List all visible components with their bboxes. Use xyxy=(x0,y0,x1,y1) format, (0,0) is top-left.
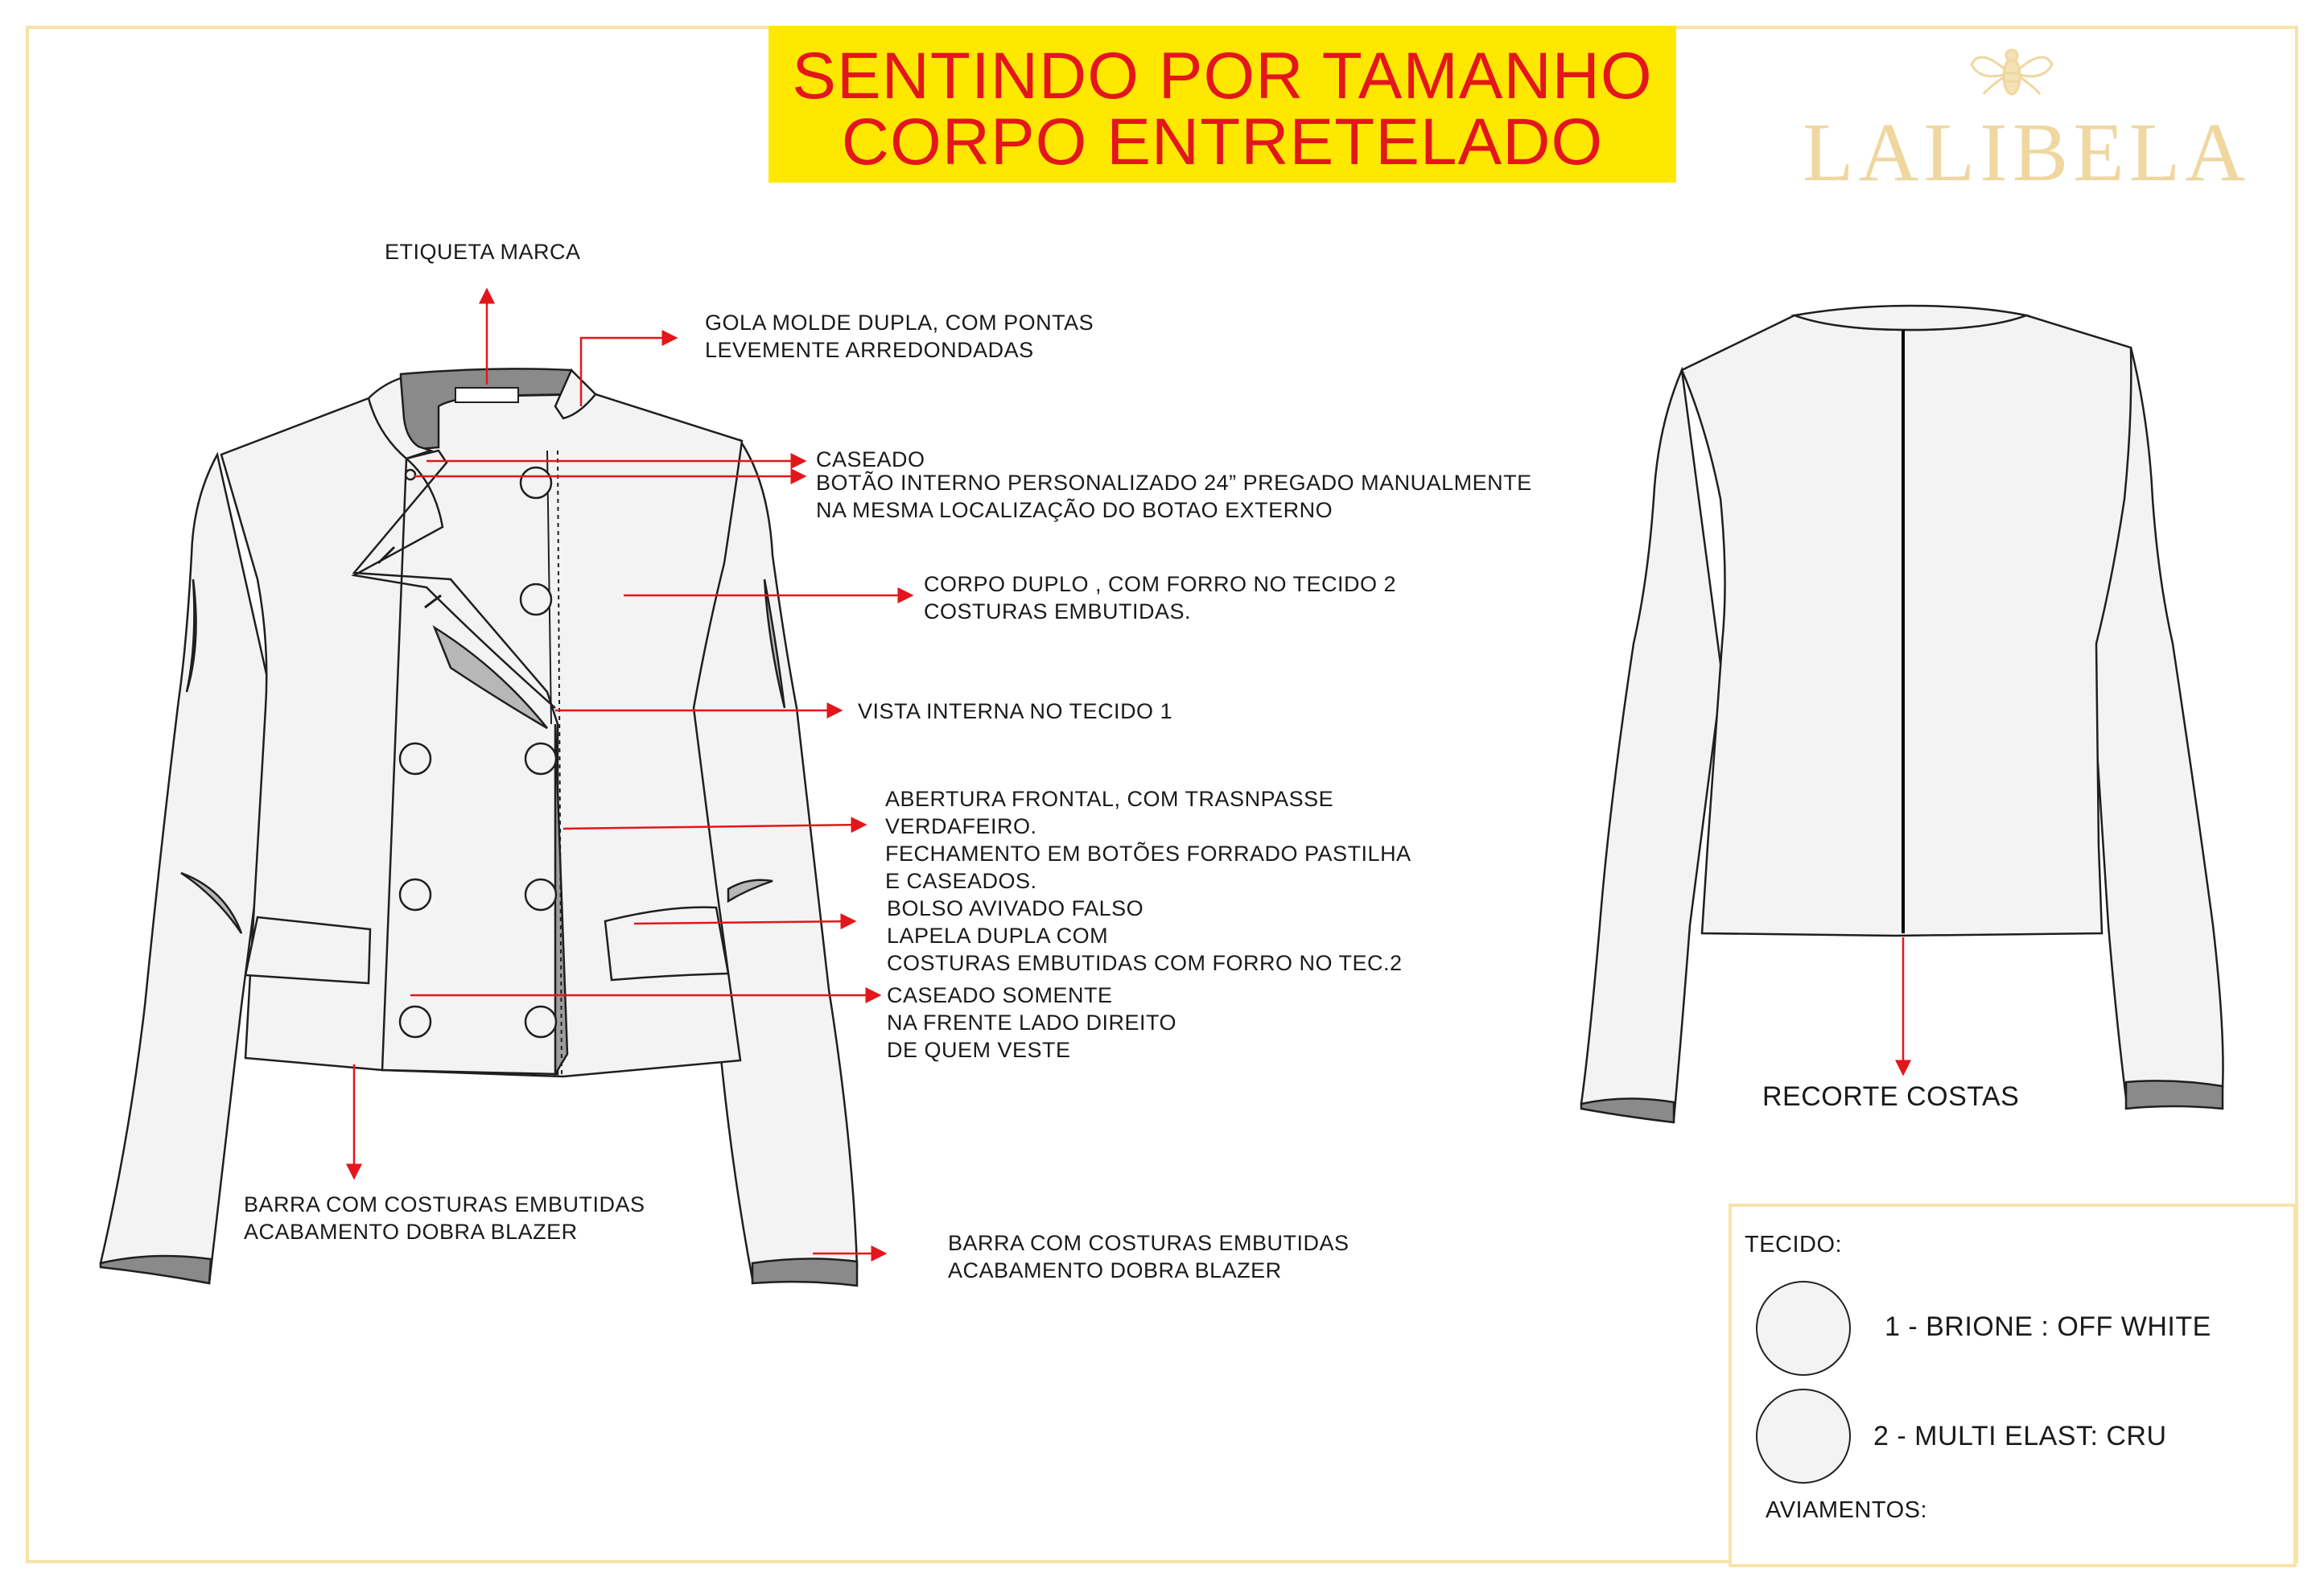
fabric-panel xyxy=(1729,1204,2297,1567)
label-caseado-somente-1: CASEADO SOMENTE xyxy=(887,983,1113,1007)
button xyxy=(521,584,551,615)
label-recorte-costas: RECORTE COSTAS xyxy=(1762,1081,2020,1112)
label-etiqueta: ETIQUETA MARCA xyxy=(385,240,581,264)
back-cuff-left xyxy=(1581,1098,1674,1122)
label-gola-1: GOLA MOLDE DUPLA, COM PONTAS xyxy=(705,311,1094,335)
button xyxy=(525,1007,556,1037)
label-barra-right-1: BARRA COM COSTURAS EMBUTIDAS xyxy=(948,1231,1349,1255)
tecido-label: TECIDO: xyxy=(1745,1232,1843,1258)
brand-logo: LALIBELA xyxy=(1803,106,2251,199)
label-corpo-2: COSTURAS EMBUTIDAS. xyxy=(924,599,1192,624)
label-vista: VISTA INTERNA NO TECIDO 1 xyxy=(858,699,1173,723)
label-abertura-1: ABERTURA FRONTAL, COM TRASNPASSE xyxy=(885,787,1334,811)
label-barra-left-1: BARRA COM COSTURAS EMBUTIDAS xyxy=(244,1192,645,1216)
fabric-swatch-2 xyxy=(1756,1389,1851,1484)
fabric-2-label: 2 - MULTI ELAST: CRU xyxy=(1873,1421,2167,1451)
label-caseado: CASEADO xyxy=(816,447,925,471)
label-barra-left-2: ACABAMENTO DOBRA BLAZER xyxy=(244,1220,578,1244)
interior-button xyxy=(406,470,415,480)
pocket-flap-left xyxy=(245,917,370,983)
fabric-1-label: 1 - BRIONE : OFF WHITE xyxy=(1885,1311,2211,1342)
label-gola-2: LEVEMENTE ARREDONDADAS xyxy=(705,338,1034,362)
label-barra-right-2: ACABAMENTO DOBRA BLAZER xyxy=(948,1258,1282,1282)
label-abertura-3: FECHAMENTO EM BOTÕES FORRADO PASTILHA xyxy=(885,842,1411,866)
label-botao-1: BOTÃO INTERNO PERSONALIZADO 24” PREGADO MANUALMENTE xyxy=(816,471,1532,495)
label-bolso-3: COSTURAS EMBUTIDAS COM FORRO NO TEC.2 xyxy=(887,951,1403,975)
front-left-sleeve xyxy=(101,455,278,1283)
button xyxy=(525,743,556,774)
cuff-left xyxy=(101,1256,211,1283)
label-caseado-somente-2: NA FRENTE LADO DIREITO xyxy=(887,1011,1177,1035)
cuff-right xyxy=(752,1258,857,1286)
aviamentos-label: AVIAMENTOS: xyxy=(1766,1497,1928,1523)
label-abertura-4: E CASEADOS. xyxy=(885,869,1037,893)
back-left-sleeve xyxy=(1581,370,1722,1120)
label-bolso-2: LAPELA DUPLA COM xyxy=(887,924,1109,948)
button xyxy=(525,879,556,910)
button xyxy=(400,879,431,910)
title-line-2: CORPO ENTRETELADO xyxy=(841,105,1604,179)
back-cuff-right xyxy=(2126,1081,2223,1109)
label-caseado-somente-3: DE QUEM VESTE xyxy=(887,1038,1071,1062)
brand-label-tag xyxy=(455,388,518,402)
pocket-flap-right xyxy=(605,908,728,980)
back-body xyxy=(1682,315,2131,936)
button xyxy=(400,743,431,774)
label-botao-2: NA MESMA LOCALIZAÇÃO DO BOTAO EXTERNO xyxy=(816,498,1333,522)
button xyxy=(521,467,551,498)
fabric-swatch-1 xyxy=(1756,1281,1851,1376)
button xyxy=(400,1007,431,1037)
label-bolso-1: BOLSO AVIVADO FALSO xyxy=(887,896,1144,920)
title-line-1: SENTINDO POR TAMANHO xyxy=(792,39,1653,113)
label-abertura-2: VERDAFEIRO. xyxy=(885,814,1037,838)
label-corpo-1: CORPO DUPLO , COM FORRO NO TECIDO 2 xyxy=(924,572,1397,596)
